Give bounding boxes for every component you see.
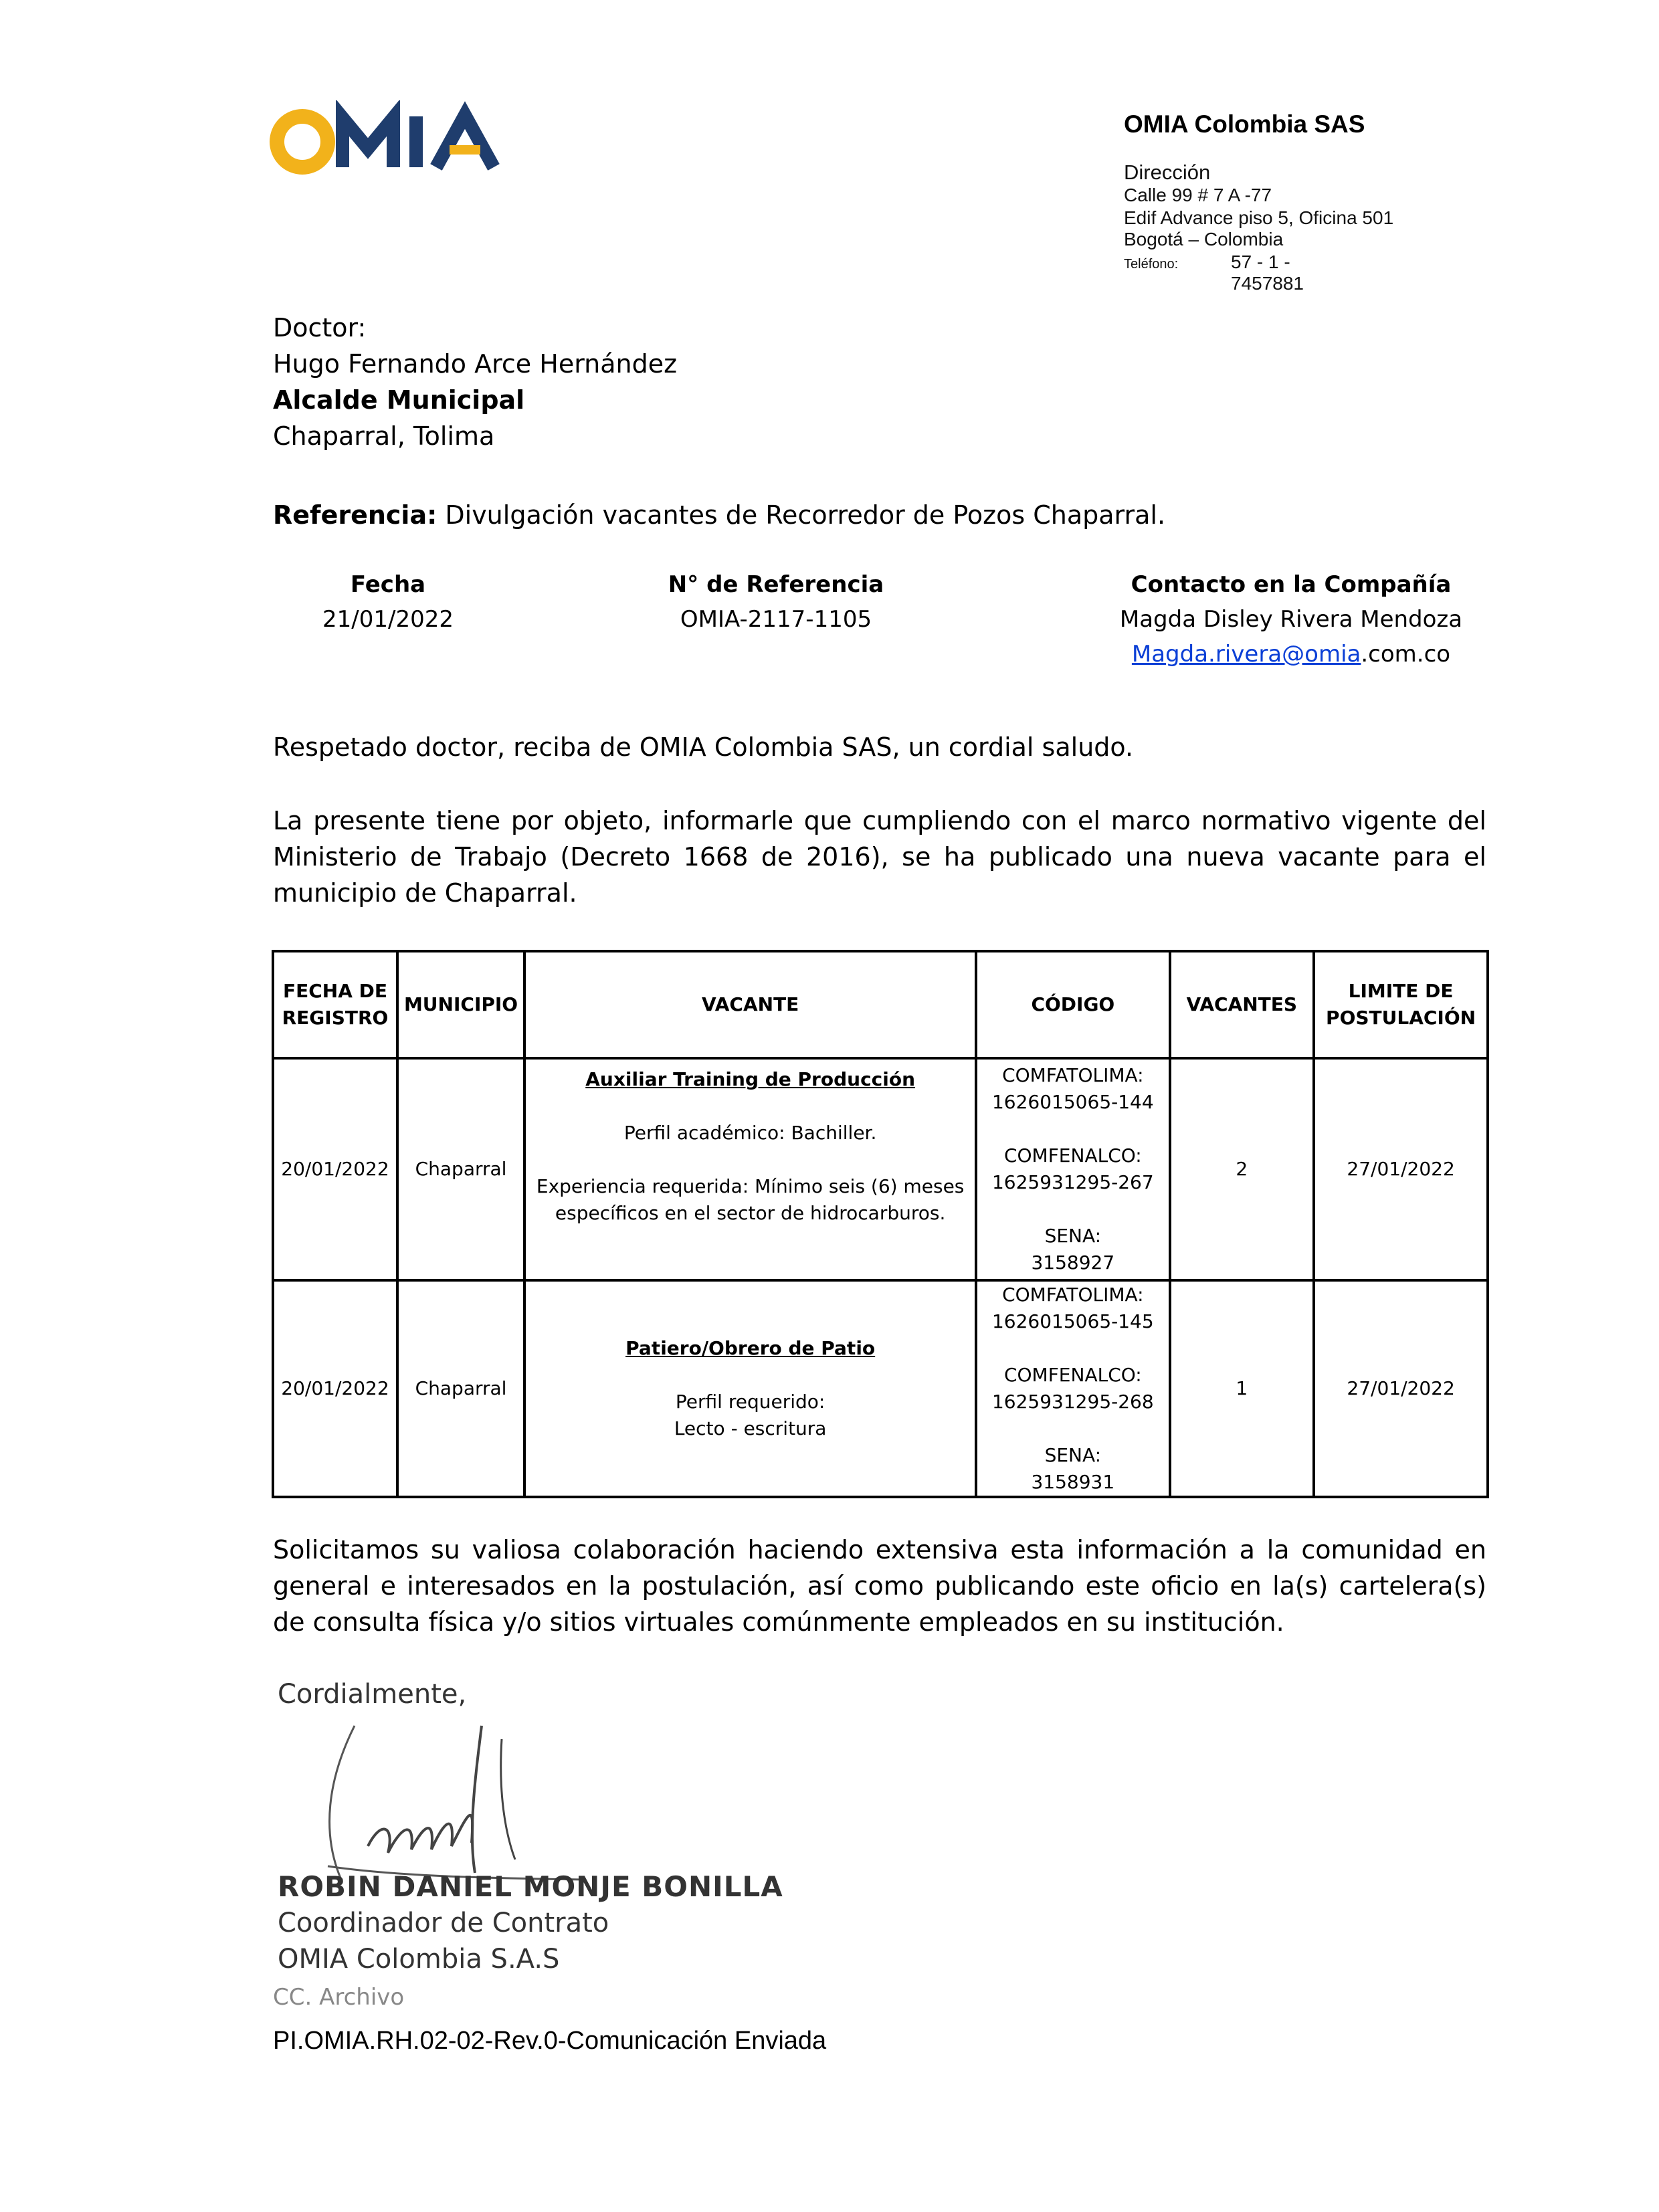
vacancy-desc: Experiencia requerida: Mínimo seis (6) meses: [536, 1175, 965, 1197]
company-name: OMIA Colombia SAS: [1124, 110, 1365, 138]
phone-label: Teléfono:: [1124, 257, 1179, 272]
document-code: PI.OMIA.RH.02-02-Rev.0-Comunicación Enviada: [273, 2027, 827, 2055]
signer-name: ROBIN DANIEL MONJE BONILLA: [278, 1870, 783, 1903]
header-vacante: VACANTE: [524, 951, 976, 1058]
recipient-title: Alcalde Municipal: [273, 385, 525, 415]
table-row: [273, 1058, 1488, 1280]
ref-label: N° de Referencia: [668, 571, 884, 598]
reference-line: [273, 497, 1165, 533]
cell-vacante: [524, 1058, 976, 1280]
cell-codigo: COMFATOLIMA: 1626015065-145 COMFENALCO: 1625931295-268 SENA: 3158931: [976, 1280, 1169, 1497]
vacancy-desc: específicos en el sector de hidrocarburos.: [555, 1202, 946, 1224]
fecha-label: Fecha: [350, 571, 426, 598]
vacancy-desc: Perfil requerido:: [675, 1391, 825, 1413]
paragraph-request: Solicitamos su valiosa colaboración haciendo extensiva esta información a la comunidad en general e interesados en la postulación, así como publicando este oficio en la(s) cartelera(s) de consulta física y/o sitios virtuales comúnmente empleados en su institución.: [273, 1535, 1486, 1637]
vacancy-desc: Perfil académico: Bachiller.: [623, 1122, 877, 1144]
phone-number: 57 - 1 - 7457881: [1231, 252, 1304, 294]
cell-vacantes: 2: [1170, 1058, 1314, 1280]
recipient-location: Chaparral, Tolima: [273, 421, 495, 451]
vacancy-title: Patiero/Obrero de Patio: [625, 1337, 876, 1359]
cell-vacantes: 1: [1170, 1280, 1314, 1497]
recipient-block: [273, 310, 677, 454]
cell-limite: 27/01/2022: [1314, 1058, 1488, 1280]
reference-label: Referencia:: [273, 500, 437, 530]
paragraph-intro: La presente tiene por objeto, informarle que cumpliendo con el marco normativo vigente del Ministerio de Trabajo (Decreto 1668 de 2016), se ha publicado una nueva vacante para el municipio de Chaparral.: [273, 806, 1486, 908]
contact-email: [1097, 637, 1485, 672]
address-line-1: Calle 99 # 7 A -77: [1124, 185, 1272, 205]
header-codigo: CÓDIGO: [976, 951, 1169, 1058]
header-municipio: MUNICIPIO: [397, 951, 524, 1058]
vacancies-table: [272, 950, 1489, 1498]
cell-codigo: COMFATOLIMA: 1626015065-144 COMFENALCO: 1625931295-267 SENA: 3158927: [976, 1058, 1169, 1280]
cell-municipio: Chaparral: [397, 1280, 524, 1497]
info-reference-number: [642, 567, 910, 637]
header-limite-postulacion: LIMITE DE POSTULACIÓN: [1314, 951, 1488, 1058]
contact-name: Magda Disley Rivera Mendoza: [1119, 606, 1463, 633]
address-line-2: Edif Advance piso 5, Oficina 501: [1124, 207, 1394, 228]
phone-block: [1124, 252, 1304, 294]
closing: Cordialmente,: [278, 1679, 467, 1710]
vacancy-desc: Lecto - escritura: [674, 1417, 827, 1439]
vacancy-title: Auxiliar Training de Producción: [585, 1068, 916, 1090]
fecha-value: 21/01/2022: [322, 606, 454, 633]
contact-label: Contacto en la Compañía: [1131, 571, 1452, 598]
cc-note: CC. Archivo: [273, 1984, 405, 2011]
address-title: Dirección: [1124, 161, 1211, 184]
info-contact: [1097, 567, 1485, 672]
header-fecha-registro: FECHA DE REGISTRO: [273, 951, 397, 1058]
cell-fecha: 20/01/2022: [273, 1280, 397, 1497]
table-header-row: [273, 951, 1488, 1058]
address-line-3: Bogotá – Colombia: [1124, 229, 1284, 249]
contact-email-rest: .com.co: [1361, 641, 1451, 668]
cell-limite: 27/01/2022: [1314, 1280, 1488, 1497]
cell-vacante: [524, 1280, 976, 1497]
reference-text: Divulgación vacantes de Recorredor de Pozos Chaparral.: [437, 500, 1166, 530]
header-vacantes: VACANTES: [1170, 951, 1314, 1058]
table-row: [273, 1280, 1488, 1497]
recipient-salutation: Doctor:: [273, 313, 367, 342]
signer-role: Coordinador de Contrato: [278, 1908, 609, 1938]
ref-value: OMIA-2117-1105: [680, 606, 872, 633]
info-fecha: [281, 567, 495, 637]
cell-municipio: Chaparral: [397, 1058, 524, 1280]
handwritten-signature: [314, 1699, 595, 1900]
omia-logo: [268, 100, 508, 181]
signer-company: OMIA Colombia S.A.S: [278, 1944, 560, 1975]
recipient-name: Hugo Fernando Arce Hernández: [273, 349, 678, 379]
contact-email-link[interactable]: Magda.rivera@omia: [1131, 641, 1361, 668]
greeting: Respetado doctor, reciba de OMIA Colombia SAS, un cordial saludo.: [273, 732, 1134, 762]
cell-fecha: 20/01/2022: [273, 1058, 397, 1280]
